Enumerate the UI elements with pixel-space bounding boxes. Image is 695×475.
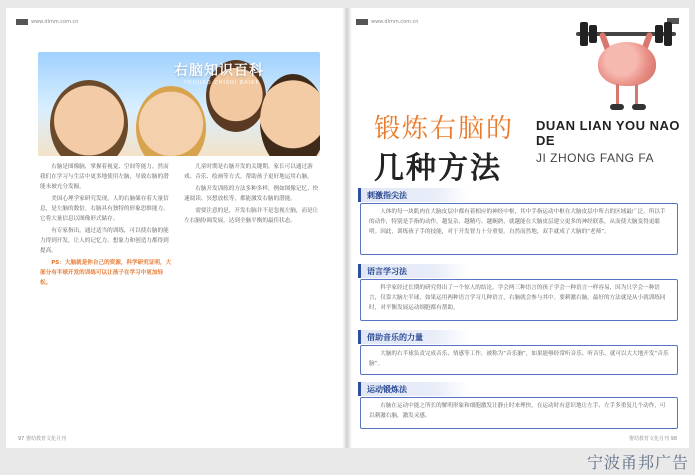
section-title-language: 语言学习法 bbox=[358, 264, 468, 278]
paragraph: 需要注意的是，开发右脑并不是忽视左脑，而是让左右脑协调发展，达到全脑平衡的最佳状态。 bbox=[184, 208, 319, 224]
left-text-column-1 bbox=[40, 162, 174, 424]
section-body: 大脑的右半球负责完成音乐、情感等工作，被称为“音乐脑”，如果能够经常听音乐、听音乐，就可以大大地开发“音乐脑”。 bbox=[369, 351, 669, 367]
brain-lifting-barbell-icon bbox=[576, 18, 676, 116]
paragraph: 右脑是图像脑，掌握着视觉、空间等能力。然而我们在学习与生活中更多地使用左脑，导致右脑的潜能未被充分发掘。 bbox=[40, 164, 169, 190]
paragraph: 有专家指出，通过适当的训练，可以使右脑的能力得到开发，让人的记忆力、想象力和创造力都得到提高。 bbox=[40, 228, 169, 254]
right-page bbox=[346, 8, 689, 448]
photo-subtitle: YOUJIAO ZHISHI BAIKE bbox=[184, 80, 260, 86]
child-face-4 bbox=[260, 74, 320, 156]
right-footer: 婴幼教育文化月刊 98 bbox=[629, 436, 677, 442]
right-header bbox=[356, 17, 418, 27]
headline-line-2: 几种方法 bbox=[374, 151, 502, 186]
paragraph: 儿童时期是右脑开发的关键期。家长可以通过游戏、音乐、绘画等方式，帮助孩子更好地运用右脑。 bbox=[184, 164, 313, 180]
magazine-spread bbox=[6, 8, 689, 448]
section-body: 右脑在运动中能之所长的解明形象和细胞激发让静止时来理快。在运动时有意识地让左手、左手多重复几个动作，可以刺激右脑，激发灵感。 bbox=[369, 403, 666, 419]
section-box-finger bbox=[360, 203, 678, 255]
ps-note: PS：大脑就是你自己的资源，科学研究证明，大部分有半球开发的训练可以让孩子在学习中更加轻松。 bbox=[40, 260, 172, 286]
left-header-url: www.dlmm.com.cn bbox=[31, 19, 79, 25]
section-body: 科学家经过长期的研究得出了一个惊人的结论，学会两三种语言的孩子学会一种语言一样容易，因为只学会一种语言，仅靠大脑左半球，如果运用两种语言学习几种语言，右脑就会参与其中。要刺激右脑，最好的方法就是从小就训练同时，对平衡发展运动细胞都有帮助。 bbox=[369, 285, 666, 311]
section-body: 人体的每一块肌肉在大脑皮层中都有着相应的神经中枢，其中手指运动中枢在大脑皮层中所占的区域最广泛，所以手的动作，特别是手指的动作，越复杂、越精巧、越娴熟，就越能在大脑皮层建立更多的神经联系，从而使大脑变得更聪明。因此，训练孩子手的技能，对于开发智力十分重要。自然而然地，双手就成了大脑的“老师”。 bbox=[369, 209, 666, 235]
left-text-column-2 bbox=[184, 162, 320, 424]
article-headline bbox=[374, 108, 514, 187]
section-title-music: 借助音乐的力量 bbox=[358, 330, 468, 344]
photo-title: 右脑知识百科 bbox=[174, 63, 264, 79]
headline-pinyin-1: DUAN LIAN YOU NAO DE bbox=[536, 118, 681, 148]
header-mark-icon bbox=[356, 19, 368, 25]
kids-photo bbox=[38, 52, 320, 156]
left-footer: 97 婴幼教育文化月刊 bbox=[18, 436, 66, 442]
section-title-finger: 刺激指尖法 bbox=[358, 188, 468, 202]
watermark-text: 宁波甬邦广告 bbox=[586, 453, 689, 472]
child-face-2 bbox=[136, 86, 206, 156]
headline-pinyin-2: JI ZHONG FANG FA bbox=[536, 151, 655, 165]
section-box-language bbox=[360, 279, 678, 321]
child-face-1 bbox=[50, 80, 128, 156]
paragraph: 右脑开发训练的方法多种多样，例如图像记忆、快速阅读、冥想放松等，都能激发右脑的潜能。 bbox=[184, 186, 319, 202]
section-box-exercise bbox=[360, 397, 678, 429]
headline-line-1: 锻炼右脑的 bbox=[374, 114, 515, 144]
right-header-url: www.dlmm.com.cn bbox=[371, 19, 419, 25]
left-page bbox=[6, 8, 346, 448]
section-box-music bbox=[360, 345, 678, 375]
header-mark-icon bbox=[16, 19, 28, 25]
left-header bbox=[16, 17, 78, 27]
paragraph: 美国心理学家研究发现，人的右脑储存着大量信息，是左脑的数倍。右脑具有独特的形象思维能力，它将大量信息以图像形式储存。 bbox=[40, 196, 169, 222]
section-title-exercise: 运动锻炼法 bbox=[358, 382, 468, 396]
